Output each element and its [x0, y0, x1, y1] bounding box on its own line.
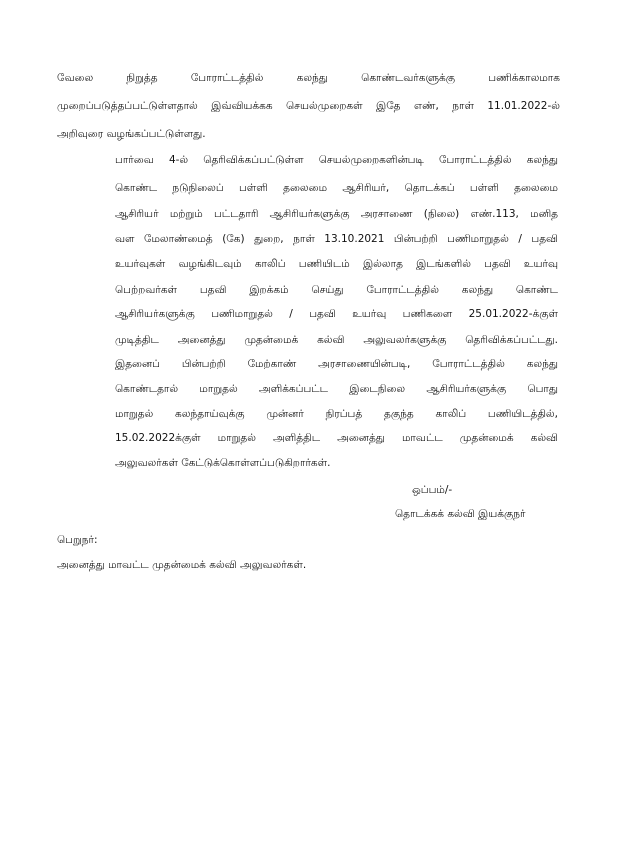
body-line-12: 15.02.2022க்குள் மாறுதல் அளித்திட அனைத்து மாவட்ட முதன்மைக் கல்வி	[115, 432, 558, 444]
body-line-13: அலுவலர்கள் கேட்டுக்கொள்ளப்படுகிறார்கள்.	[115, 457, 331, 469]
body-line-7: ஆசிரியர்களுக்கு பணிமாறுதல் / பதவி உயர்வு பணிகளை 25.01.2022-க்குள்	[115, 308, 558, 320]
signatory: தொடக்கக் கல்வி இயக்குநர்	[395, 508, 526, 520]
body-line-2: கொண்ட நடுநிலைப் பள்ளி தலைமை ஆசிரியர், தொடக்கப் பள்ளி தலைமை	[115, 182, 558, 194]
signature-note: ஒப்பம்/-	[412, 484, 453, 496]
body-line-4: வள மேலாண்மைத் (கே) துறை, நாள் 13.10.2021 பின்பற்றி பணிமாறுதல் / பதவி	[115, 233, 558, 245]
recipient-label: பெறுநர்:	[57, 534, 98, 546]
body-line-8: முடித்திட அனைத்து முதன்மைக் கல்வி அலுவலர்களுக்கு தெரிவிக்கப்பட்டது.	[115, 334, 558, 346]
intro-line-2: முறைப்படுத்தப்பட்டுள்ளதால் இவ்வியக்கக செயல்முறைகள் இதே எண், நாள் 11.01.2022-ல்	[57, 100, 560, 112]
body-line-9: இதனைப் பின்பற்றி மேற்காண் அரசாணையின்படி, போராட்டத்தில் கலந்து	[115, 358, 558, 370]
body-line-5: உயர்வுகள் வழங்கிடவும் காலிப் பணியிடம் இல்லாத இடங்களில் பதவி உயர்வு	[115, 258, 558, 270]
intro-line-3: அறிவுரை வழங்கப்பட்டுள்ளது.	[57, 128, 206, 140]
body-line-10: கொண்டதால் மாறுதல் அளிக்கப்பட்ட இடைநிலை ஆசிரியர்களுக்கு பொது	[115, 383, 558, 395]
body-line-1: பார்வை 4-ல் தெரிவிக்கப்பட்டுள்ள செயல்முறைகளின்படி போராட்டத்தில் கலந்து	[115, 154, 558, 166]
intro-line-1: வேலை நிறுத்த போராட்டத்தில் கலந்து கொண்டவர்களுக்கு பணிக்காலமாக	[57, 72, 560, 84]
recipient: அனைத்து மாவட்ட முதன்மைக் கல்வி அலுவலர்கள்.	[57, 559, 307, 571]
body-line-11: மாறுதல் கலந்தாய்வுக்கு முன்னர் நிரப்பத் தகுந்த காலிப் பணியிடத்தில்,	[115, 408, 558, 420]
body-line-3: ஆசிரியர் மற்றும் பட்டதாரி ஆசிரியர்களுக்கு அரசாணை (நிலை) எண்.113, மனித	[115, 208, 558, 220]
body-line-6: பெற்றவர்கள் பதவி இறக்கம் செய்து போராட்டத்தில் கலந்து கொண்ட	[115, 284, 558, 296]
